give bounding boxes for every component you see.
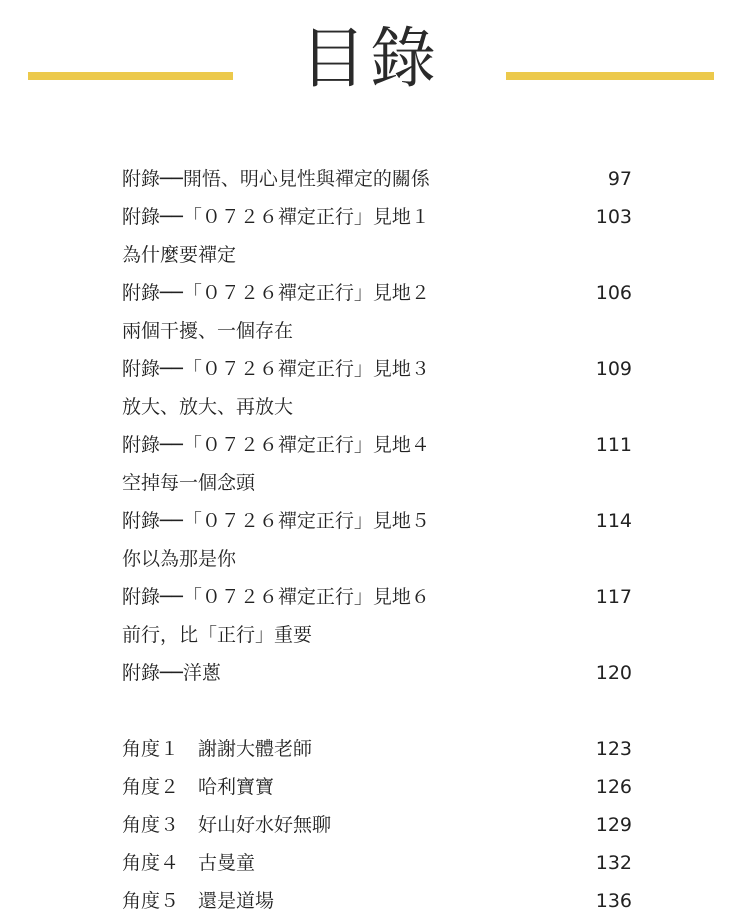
toc-entry[interactable] [122,426,632,464]
toc-entry-label: 你以為那是你 [122,548,237,570]
toc-entry-label: 附錄──「０７２６禪定正行」見地４ [122,434,430,456]
table-of-contents [122,160,632,920]
toc-entry-page: 111 [595,434,632,456]
toc-entry[interactable] [122,882,632,920]
toc-entry-label: 附錄──洋蔥 [122,662,221,684]
toc-entry[interactable] [122,502,632,540]
toc-entry-page: 114 [595,510,632,532]
toc-entry-subtitle[interactable] [122,236,632,274]
toc-entry[interactable] [122,654,632,692]
toc-entry-page: 120 [595,662,632,684]
toc-entry-label: 附錄──「０７２６禪定正行」見地５ [122,510,430,532]
decorative-rule-right [506,72,714,80]
toc-entry-page: 103 [595,206,632,228]
toc-entry[interactable] [122,578,632,616]
toc-entry-label: 空掉每一個念頭 [122,472,256,494]
toc-entry-label: 附錄──「０７２６禪定正行」見地６ [122,586,430,608]
toc-entry[interactable] [122,198,632,236]
toc-entry-page: 109 [595,358,632,380]
toc-entry-subtitle[interactable] [122,312,632,350]
toc-entry-subtitle[interactable] [122,464,632,502]
toc-entry-label: 附錄──開悟、明心見性與禪定的關係 [122,168,430,190]
toc-entry-label: 兩個干擾、一個存在 [122,320,294,342]
toc-entry[interactable] [122,806,632,844]
toc-entry-page: 136 [595,890,632,912]
toc-entry[interactable] [122,160,632,198]
toc-entry-label: 前行，比「正行」重要 [122,624,313,646]
toc-entry-label: 附錄──「０７２６禪定正行」見地２ [122,282,430,304]
toc-entry[interactable] [122,730,632,768]
toc-entry-page: 132 [595,852,632,874]
toc-entry-label: 角度２ 哈利寶寶 [122,776,275,798]
section-spacer [122,692,632,730]
toc-entry-page: 129 [595,814,632,836]
toc-entry-label: 放大、放大、再放大 [122,396,294,418]
page-title: 目錄 [300,20,440,97]
toc-entry-label: 為什麼要禪定 [122,244,237,266]
toc-entry-label: 附錄──「０７２６禪定正行」見地１ [122,206,430,228]
toc-entry-subtitle[interactable] [122,616,632,654]
toc-header [0,0,740,140]
toc-entry-subtitle[interactable] [122,388,632,426]
toc-entry-label: 附錄──「０７２６禪定正行」見地３ [122,358,430,380]
toc-entry-label: 角度１ 謝謝大體老師 [122,738,313,760]
toc-entry-page: 117 [595,586,632,608]
toc-entry[interactable] [122,350,632,388]
toc-entry-label: 角度５ 還是道場 [122,890,275,912]
toc-entry[interactable] [122,274,632,312]
toc-entry-page: 126 [595,776,632,798]
toc-entry-subtitle[interactable] [122,540,632,578]
toc-entry[interactable] [122,844,632,882]
toc-entry-page: 97 [607,168,632,190]
toc-entry-page: 106 [595,282,632,304]
toc-entry-label: 角度４ 古曼童 [122,852,256,874]
toc-entry[interactable] [122,768,632,806]
toc-entry-label: 角度３ 好山好水好無聊 [122,814,332,836]
toc-entry-page: 123 [595,738,632,760]
